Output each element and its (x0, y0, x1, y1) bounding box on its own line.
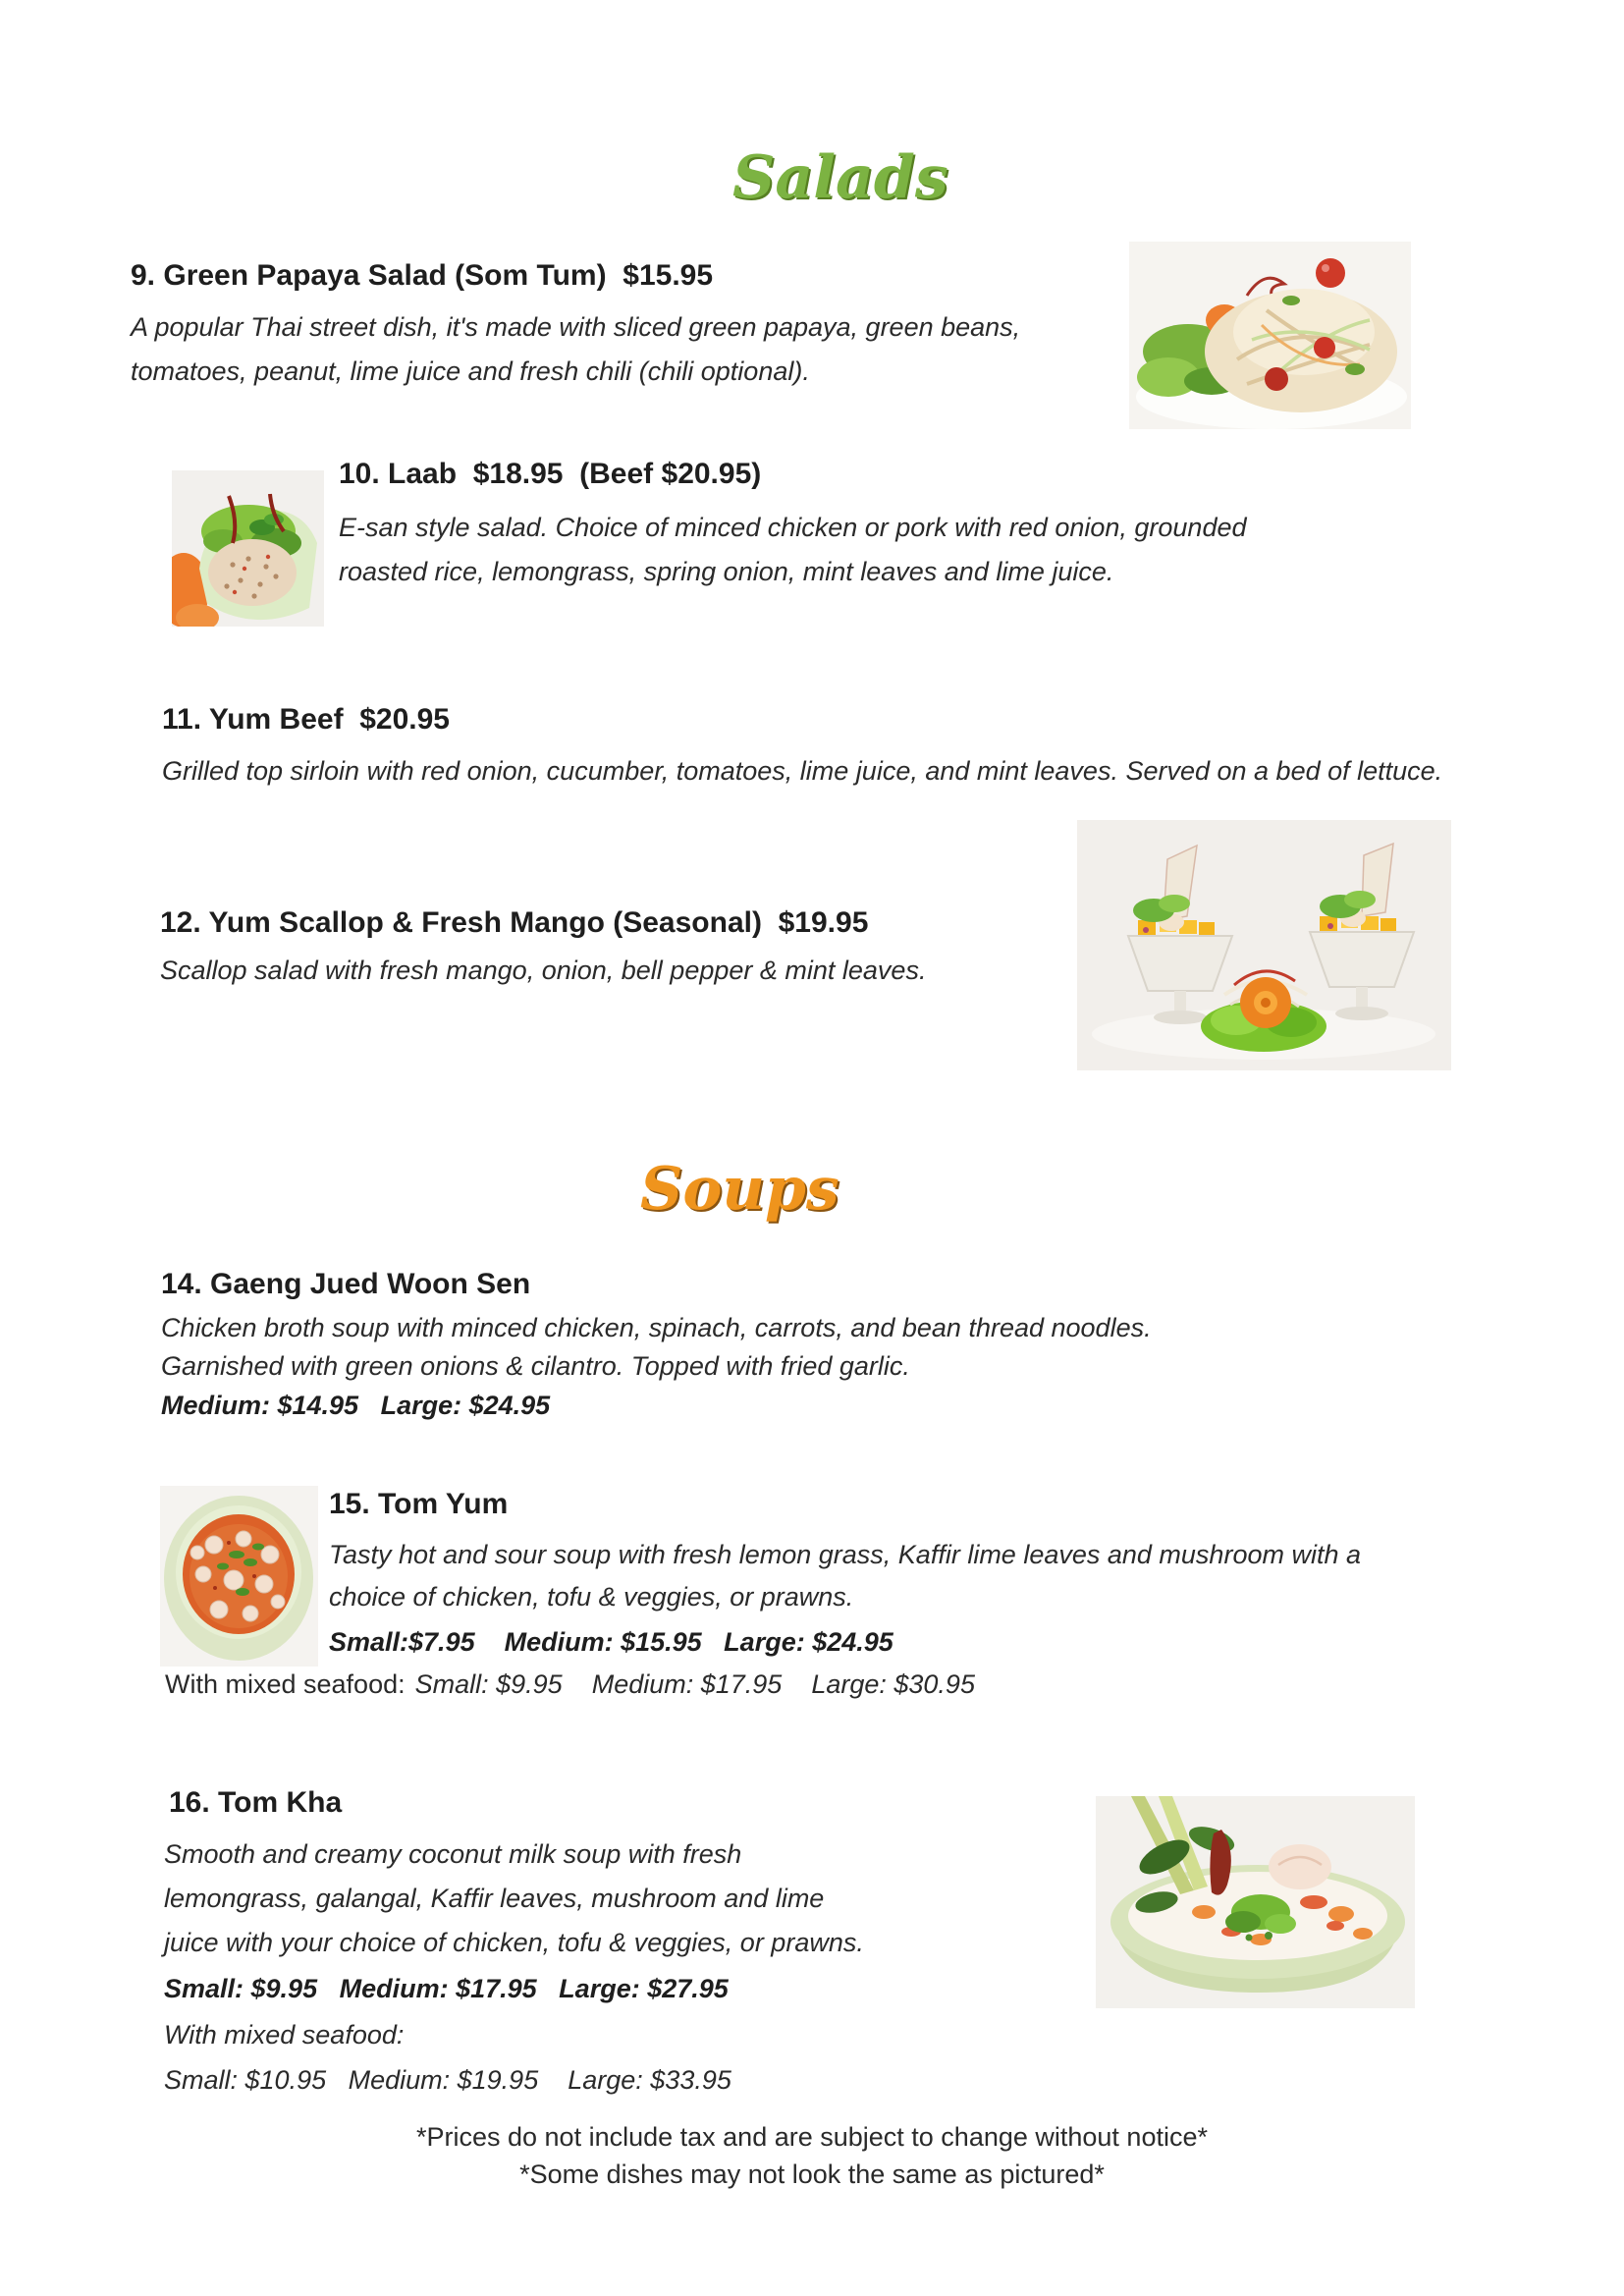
item-12-heading: 12. Yum Scallop & Fresh Mango (Seasonal) $19.95 (160, 906, 869, 939)
item-11-description: Grilled top sirloin with red onion, cucumber, tomatoes, lime juice, and mint leaves. Served on a bed of lettuce. (162, 756, 1443, 786)
yum-scallop-mango-photo (1077, 820, 1451, 1070)
footer-notes (0, 2118, 1624, 2193)
item-15-seafood-row (165, 1669, 975, 1700)
item-15-heading: 15. Tom Yum (329, 1488, 509, 1520)
item-10-heading: 10. Laab $18.95 (Beef $20.95) (339, 458, 762, 490)
item-16-seafood-prices: Small: $10.95 Medium: $19.95 Large: $33.95 (164, 2065, 731, 2095)
item-15-description: Tasty hot and sour soup with fresh lemon grass, Kaffir lime leaves and mushroom with a choice of chicken, tofu & veggies, or prawns. (329, 1540, 1369, 1612)
tom-yum-photo (160, 1486, 318, 1667)
footer-note-prices: *Prices do not include tax and are subject to change without notice* (415, 2122, 1208, 2152)
tom-kha-photo (1096, 1796, 1415, 2008)
green-papaya-salad-photo (1129, 242, 1411, 429)
item-10-description: E-san style salad. Choice of minced chicken or pork with red onion, grounded roasted rice, lemongrass, spring onion, mint leaves and lime juice. (339, 513, 1255, 586)
item-15-prices: Small:$7.95 Medium: $15.95 Large: $24.95 (329, 1627, 893, 1657)
item-16-prices: Small: $9.95 Medium: $17.95 Large: $27.95 (164, 1974, 729, 2003)
item-12-description: Scallop salad with fresh mango, onion, bell pepper & mint leaves. (160, 956, 927, 985)
item-9-heading: 9. Green Papaya Salad (Som Tum) $15.95 (131, 259, 714, 292)
item-14-prices: Medium: $14.95 Large: $24.95 (161, 1391, 551, 1420)
footer-note-pictures: *Some dishes may not look the same as pictured* (519, 2159, 1105, 2189)
soups-section-title: Soups (640, 1155, 839, 1224)
salads-section-title: Salads (732, 143, 948, 212)
item-16-heading: 16. Tom Kha (169, 1786, 343, 1819)
item-16-seafood-label: With mixed seafood: (164, 2020, 405, 2050)
item-14-heading: 14. Gaeng Jued Woon Sen (161, 1268, 531, 1300)
laab-salad-photo (172, 470, 324, 627)
item-14-description: Chicken broth soup with minced chicken, spinach, carrots, and bean thread noodles. Garnished with green onions & cilantro. Topped with fried garlic. (161, 1313, 1160, 1381)
item-16-description: Smooth and creamy coconut milk soup with fresh lemongrass, galangal, Kaffir leaves, mushroom and lime juice with your choice of chicken, tofu & veggies, or prawns. (164, 1839, 864, 1957)
item-15-seafood-prices: Small: $9.95 Medium: $17.95 Large: $30.95 (414, 1669, 975, 1699)
item-9-description: A popular Thai street dish, it's made with sliced green papaya, green beans, tomatoes, peanut, lime juice and fresh chili (chili optional). (131, 312, 1028, 386)
item-15-seafood-label: With mixed seafood: (165, 1669, 406, 1699)
item-11-heading: 11. Yum Beef $20.95 (162, 703, 450, 736)
